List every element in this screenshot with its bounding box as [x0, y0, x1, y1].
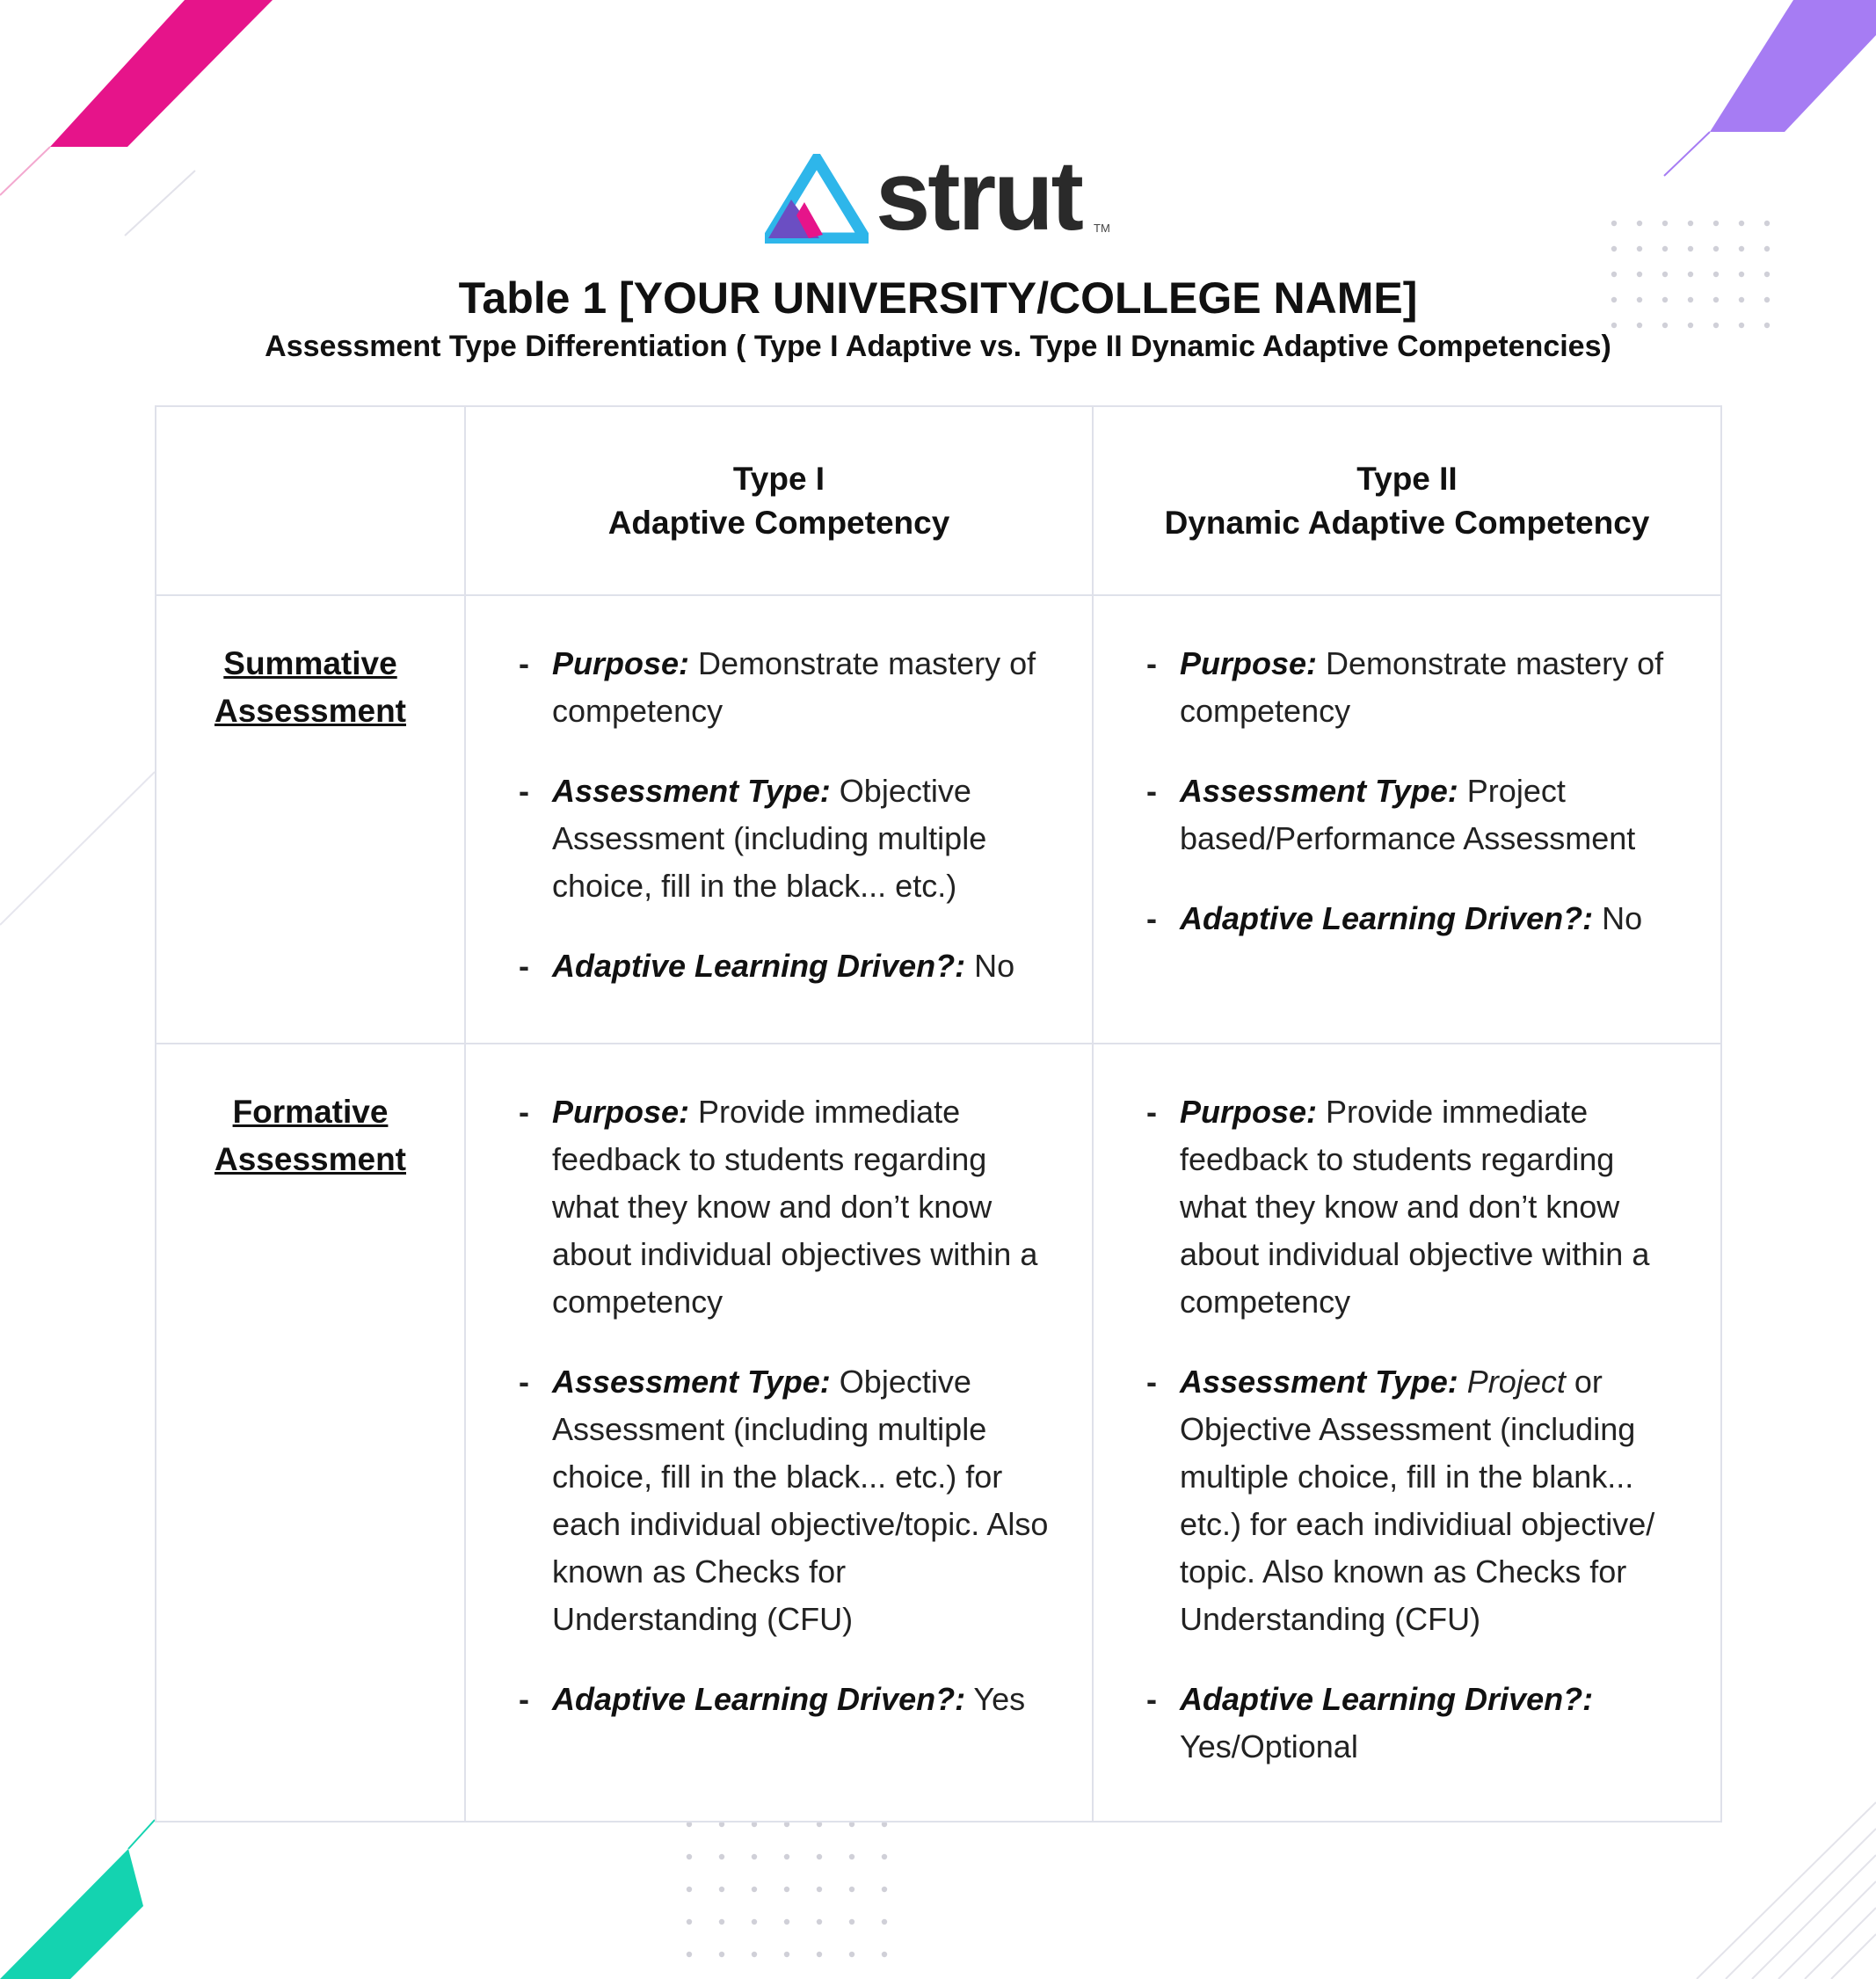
bullet-text: Yes	[965, 1681, 1026, 1717]
cell-formative-type1	[465, 1044, 1093, 1822]
dot	[1764, 246, 1770, 251]
bullet-item	[519, 1088, 1057, 1326]
hatch-lines	[1697, 1802, 1876, 1979]
bullet-text: Objective Assessment (including multiple choice, fill in the black... etc.)	[552, 773, 987, 904]
bullet-item	[519, 942, 1057, 990]
bullet-label: Adaptive Learning Driven?:	[552, 948, 966, 984]
dot	[719, 1952, 724, 1957]
dot	[752, 1919, 757, 1924]
dot	[752, 1952, 757, 1957]
dot	[784, 1854, 789, 1859]
dot	[1739, 221, 1744, 226]
bullet-text: Demonstrate mastery of competency	[552, 645, 1036, 729]
table-header-row	[156, 406, 1721, 595]
bullet-item	[1146, 768, 1685, 862]
dot	[1713, 221, 1719, 226]
bullet-item	[519, 640, 1057, 735]
pink-thin-line	[0, 147, 50, 195]
dot	[719, 1887, 724, 1892]
bullet-label: Purpose:	[1180, 645, 1318, 681]
dot	[1662, 246, 1668, 251]
dot	[719, 1919, 724, 1924]
bullet-item	[1146, 895, 1685, 942]
dot	[817, 1952, 822, 1957]
dot	[1611, 221, 1617, 226]
dot	[687, 1952, 692, 1957]
bullet-italic-text: Project	[1458, 1364, 1566, 1400]
dot	[882, 1919, 887, 1924]
bullet-text: Provide immediate feedback to students regarding what they know and don’t know about individual objectives within a competency	[552, 1094, 1038, 1320]
purple-stripe-shape	[1710, 0, 1876, 132]
bullet-text: Yes/Optional	[1180, 1728, 1358, 1764]
bullet-item	[1146, 1358, 1685, 1643]
column-header-line1: Type I	[732, 460, 825, 497]
dot	[784, 1952, 789, 1957]
cell-summative-type1	[465, 595, 1093, 1044]
bullet-item	[519, 1358, 1057, 1643]
bullet-text: Demonstrate mastery of competency	[1180, 645, 1664, 729]
pink-stripe-shape	[50, 0, 273, 147]
bullet-text: Provide immediate feedback to students regarding what they know and don’t know about individual objective within a competency	[1180, 1094, 1650, 1320]
dot	[687, 1919, 692, 1924]
column-header-line2: Adaptive Competency	[607, 504, 950, 541]
gray-thin-line	[125, 171, 195, 236]
dot	[752, 1887, 757, 1892]
column-header-line1: Type II	[1356, 460, 1458, 497]
dot	[784, 1919, 789, 1924]
dot	[1637, 221, 1642, 226]
purple-thin-line	[1664, 132, 1710, 176]
table-row-formative	[156, 1044, 1721, 1822]
page-subtitle: Assessment Type Differentiation ( Type I Adaptive vs. Type II Dynamic Adaptive Competencies)	[265, 330, 1611, 363]
bullet-label: Assessment Type:	[552, 773, 831, 809]
teal-thin-line	[128, 1820, 155, 1849]
row-header-formative	[156, 1044, 465, 1822]
dot	[1688, 246, 1693, 251]
dot	[817, 1887, 822, 1892]
dot	[1662, 221, 1668, 226]
cell-formative-type2	[1093, 1044, 1721, 1822]
logo-wordmark: strut	[876, 141, 1081, 251]
bullet-item	[1146, 1676, 1685, 1771]
dot	[882, 1887, 887, 1892]
bullet-text: No	[965, 948, 1015, 984]
table-row-summative	[156, 595, 1721, 1044]
bullet-list	[466, 1044, 1092, 1723]
dot	[687, 1887, 692, 1892]
assessment-table	[155, 405, 1722, 1823]
bullet-label: Purpose:	[1180, 1094, 1318, 1130]
bullet-text: No	[1593, 900, 1643, 936]
bullet-text: Objective Assessment (including multiple choice, fill in the black... etc.) for each individual objective/topic. Also known as Checks for Understanding (CFU)	[552, 1364, 1049, 1637]
empty-corner-cell	[156, 406, 465, 595]
trademark-symbol: TM	[1094, 222, 1110, 235]
page-title: Table 1 [YOUR UNIVERSITY/COLLEGE NAME]	[458, 273, 1418, 323]
dot	[849, 1952, 854, 1957]
dot	[784, 1887, 789, 1892]
dot	[752, 1854, 757, 1859]
row-header-line2: Assessment	[214, 693, 406, 729]
dot-grid-bottom	[687, 1822, 887, 1957]
dot	[1637, 246, 1642, 251]
bullet-label: Assessment Type:	[552, 1364, 831, 1400]
dot	[849, 1887, 854, 1892]
row-header-line1: Summative	[223, 645, 397, 681]
dot	[1713, 246, 1719, 251]
dot	[1764, 221, 1770, 226]
bullet-label: Adaptive Learning Driven?:	[552, 1681, 966, 1717]
row-header-line1: Formative	[232, 1094, 389, 1130]
dot	[817, 1854, 822, 1859]
bullet-list	[466, 596, 1092, 990]
bullet-label: Assessment Type:	[1180, 773, 1458, 809]
triangle-logo-icon	[765, 154, 869, 244]
bullet-label: Purpose:	[552, 1094, 690, 1130]
teal-stripe-shape	[0, 1849, 143, 1979]
bullet-item	[1146, 1088, 1685, 1326]
bullet-text: or Objective Assessment (including multiple choice, fill in the blank... etc.) for each individiual objective/ topic. Also known as Checks for Understanding (CFU)	[1180, 1364, 1655, 1637]
bullet-list	[1094, 596, 1720, 942]
dot	[1739, 246, 1744, 251]
bullet-label: Purpose:	[552, 645, 690, 681]
dot	[849, 1854, 854, 1859]
column-header-type2	[1093, 406, 1721, 595]
bullet-label: Assessment Type:	[1180, 1364, 1458, 1400]
dot	[882, 1854, 887, 1859]
column-header-type1	[465, 406, 1093, 595]
row-header-summative	[156, 595, 465, 1044]
dot	[882, 1952, 887, 1957]
row-header-line2: Assessment	[214, 1141, 406, 1177]
bullet-label: Adaptive Learning Driven?:	[1180, 900, 1594, 936]
cell-summative-type2	[1093, 595, 1721, 1044]
column-header-line2: Dynamic Adaptive Competency	[1164, 504, 1650, 541]
bullet-item	[519, 768, 1057, 910]
bullet-item	[519, 1676, 1057, 1723]
dot	[849, 1919, 854, 1924]
bullet-text: Project based/Performance Assessment	[1180, 773, 1636, 856]
bullet-list	[1094, 1044, 1720, 1771]
dot	[817, 1919, 822, 1924]
dot	[1611, 246, 1617, 251]
dot	[719, 1854, 724, 1859]
dot	[1688, 221, 1693, 226]
gray-diagonal-line	[0, 772, 155, 925]
dot	[687, 1854, 692, 1859]
bullet-label: Adaptive Learning Driven?:	[1180, 1681, 1594, 1717]
bullet-item	[1146, 640, 1685, 735]
